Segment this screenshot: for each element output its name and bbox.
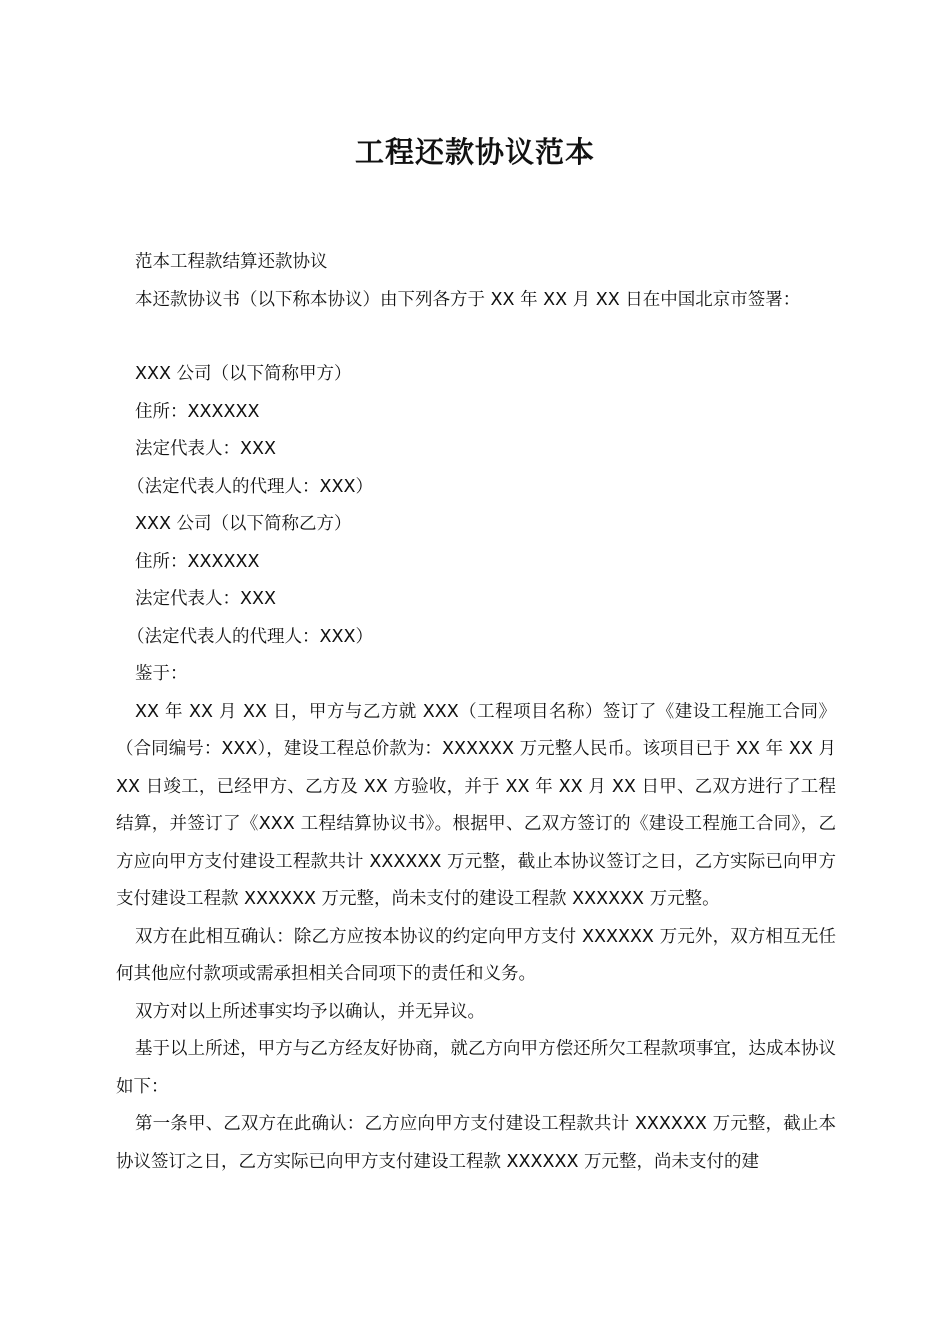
party-b-address: 住所：XXXXXX: [135, 551, 260, 572]
party-b-agent: （法定代表人的代理人：XXX）: [127, 626, 373, 647]
document-title: 工程还款协议范本: [354, 135, 595, 169]
paragraph-subtitle: 范本工程款结算还款协议: [135, 252, 328, 272]
article-one: 第一条甲、乙双方在此确认：乙方应向甲方支付建设工程款共计 XXXXXX 万元整，截止本协议签订之日，乙方实际已向甲方支付建设工程款 XXXXXX 万元整，尚未支付的建: [116, 1114, 836, 1172]
party-a-agent: （法定代表人的代理人：XXX）: [127, 476, 373, 497]
party-a-representative: 法定代表人：XXX: [135, 439, 276, 459]
document-body: [116, 244, 836, 1181]
paragraph-agreement-basis: 基于以上所述，甲方与乙方经友好协商，就乙方向甲方偿还所欠工程款项事宜，达成本协议如下：: [116, 1039, 836, 1097]
party-a-address: 住所：XXXXXX: [135, 401, 260, 422]
whereas-heading: 鉴于：: [135, 664, 188, 684]
paragraph-no-objection: 双方对以上所述事实均予以确认，并无异议。: [135, 1001, 485, 1022]
paragraph-mutual-confirmation: 双方在此相互确认：除乙方应按本协议的约定向甲方支付 XXXXXX 万元外，双方相互无任何其他应付款项或需承担相关合同项下的责任和义务。: [116, 926, 836, 984]
party-b-name: XXX 公司（以下简称乙方）: [135, 514, 352, 534]
party-a-name: XXX 公司（以下简称甲方）: [135, 364, 352, 384]
paragraph-intro: 本还款协议书（以下称本协议）由下列各方于 XX 年 XX 月 XX 日在中国北京市签署：: [135, 289, 801, 310]
paragraph-background: XX 年 XX 月 XX 日，甲方与乙方就 XXX（工程项目名称）签订了《建设工程施工合同》（合同编号：XXX），建设工程总价款为：XXXXXX 万元整人民币。该项目已于 XX 年 XX 月 XX 日竣工，已经甲方、乙方及 XX 方验收，并于 XX 年 XX 月 XX 日甲、乙双方进行了工程结算，并签订了《XXX 工程结算协议书》。根据甲、乙双方签订的《建设工程施工合同》，乙方应向甲方支付建设工程款共计 XXXXXX 万元整，截止本协议签订之日，乙方实际已向甲方支付建设工程款 XXXXXX 万元整，尚未支付的建设工程款 XXXXXX 万元整。: [116, 701, 836, 909]
party-b-representative: 法定代表人：XXX: [135, 589, 276, 609]
blank-line: [116, 319, 836, 356]
